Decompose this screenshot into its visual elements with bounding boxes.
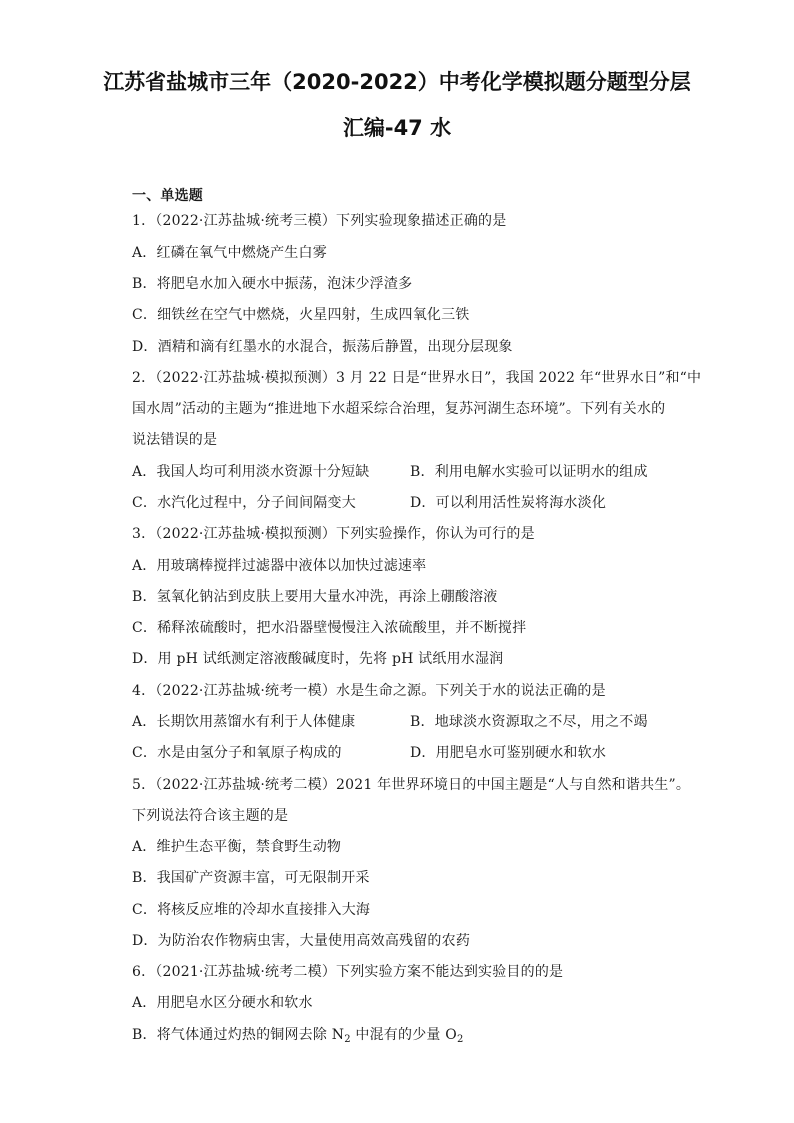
q5-option-a: A．维护生态平衡，禁食野生动物 — [132, 839, 342, 855]
q1-option-d: D．酒精和滴有红墨水的水混合，振荡后静置，出现分层现象 — [132, 339, 513, 355]
q6-stem: 6．（2021·江苏盐城·统考二模）下列实验方案不能达到实验目的的是 — [132, 964, 564, 980]
q6-option-b-text-2: 中混有的少量 O — [350, 1027, 457, 1043]
q4-option-c: C．水是由氢分子和氧原子构成的 — [132, 745, 342, 761]
q6-option-b — [132, 1026, 464, 1044]
q3-option-a: A．用玻璃棒搅拌过滤器中液体以加快过滤速率 — [132, 558, 427, 574]
document-title-line-2: 汇编-47 水 — [342, 116, 452, 140]
q2-stem-line-2: 国水周”活动的主题为“推进地下水超采综合治理，复苏河湖生态环境”。下列有关水的 — [132, 401, 666, 417]
q4-stem: 4．（2022·江苏盐城·统考一模）水是生命之源。下列关于水的说法正确的是 — [132, 683, 606, 699]
q3-option-c: C．稀释浓硫酸时，把水沿器壁慢慢注入浓硫酸里，并不断搅拌 — [132, 620, 527, 636]
q6-option-a: A．用肥皂水区分硬水和软水 — [132, 995, 313, 1011]
q4-option-d: D．用肥皂水可鉴别硬水和软水 — [410, 745, 607, 761]
q3-option-b: B．氢氧化钠沾到皮肤上要用大量水冲洗，再涂上硼酸溶液 — [132, 589, 498, 605]
q5-option-c: C．将核反应堆的冷却水直接排入大海 — [132, 902, 371, 918]
q4-option-b: B．地球淡水资源取之不尽，用之不竭 — [410, 714, 648, 730]
q2-option-d: D．可以利用活性炭将海水淡化 — [410, 495, 607, 511]
q2-stem-line-1: 2．（2022·江苏盐城·模拟预测）3 月 22 日是“世界水日”，我国 2022 年“世界水日”和“中 — [132, 370, 702, 386]
q3-stem: 3．（2022·江苏盐城·模拟预测）下列实验操作，你认为可行的是 — [132, 526, 535, 542]
q6-option-b-subscript-2: 2 — [456, 1034, 464, 1045]
q6-option-b-text-1: B．将气体通过灼热的铜网去除 N — [132, 1027, 345, 1043]
q5-option-d: D．为防治农作物病虫害，大量使用高效高残留的农药 — [132, 933, 471, 949]
q4-option-a: A．长期饮用蒸馏水有利于人体健康 — [132, 714, 356, 730]
q2-option-a: A．我国人均可利用淡水资源十分短缺 — [132, 464, 370, 480]
q2-option-b: B．利用电解水实验可以证明水的组成 — [410, 464, 648, 480]
q2-option-c: C．水汽化过程中，分子间间隔变大 — [132, 495, 356, 511]
q5-option-b: B．我国矿产资源丰富，可无限制开采 — [132, 870, 370, 886]
document-title-line-1: 江苏省盐城市三年（2020-2022）中考化学模拟题分题型分层 — [103, 70, 691, 94]
q5-stem-line-2: 下列说法符合该主题的是 — [132, 808, 289, 824]
q6-option-b-subscript-1: 2 — [344, 1034, 351, 1045]
section-heading: 一、单选题 — [132, 188, 203, 204]
q1-option-b: B．将肥皂水加入硬水中振荡，泡沫少浮渣多 — [132, 276, 413, 292]
q1-option-a: A．红磷在氧气中燃烧产生白雾 — [132, 245, 327, 261]
q1-stem: 1．（2022·江苏盐城·统考三模）下列实验现象描述正确的是 — [132, 213, 507, 229]
q5-stem-line-1: 5．（2022·江苏盐城·统考二模）2021 年世界环境日的中国主题是“人与自然和谐共生”。 — [132, 777, 691, 793]
q2-stem-line-3: 说法错误的是 — [132, 432, 218, 448]
q3-option-d: D．用 pH 试纸测定溶液酸碱度时，先将 pH 试纸用水湿润 — [132, 651, 504, 667]
q1-option-c: C．细铁丝在空气中燃烧，火星四射，生成四氧化三铁 — [132, 307, 470, 323]
